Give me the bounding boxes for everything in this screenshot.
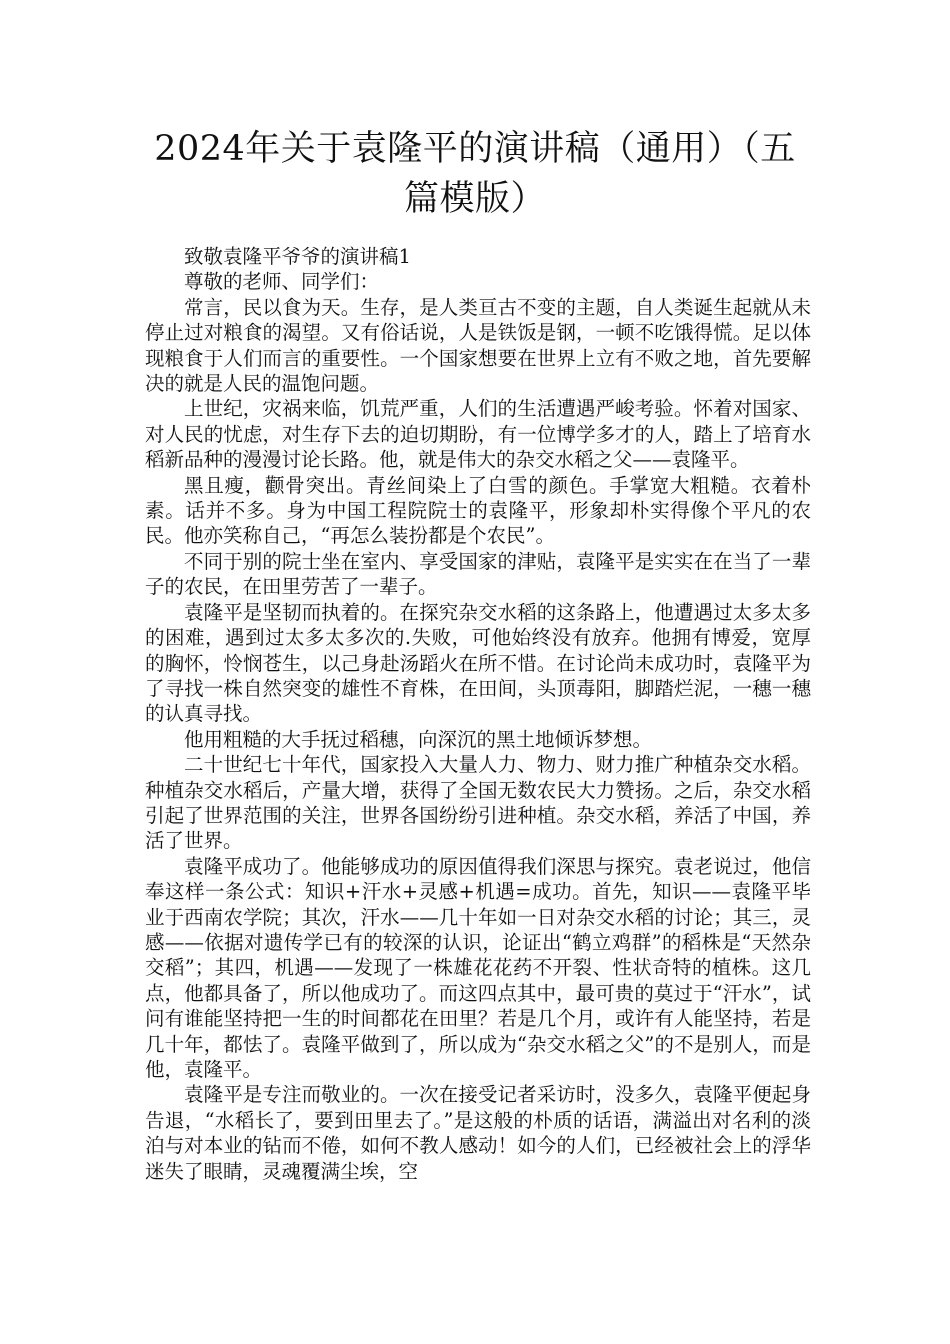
document-title: 2024年关于袁隆平的演讲稿（通用）（五篇模版）: [154, 129, 796, 219]
paragraph: 常言，民以食为天。生存，是人类亘古不变的主题，自人类诞生起就从未停止过对粮食的渴望。又有俗话说，人是铁饭是钢，一顿不吃饿得慌。足以体现粮食于人们而言的重要性。一个国家想要在世界上立有不败之地，首先要解决的就是人民的温饱问题。: [145, 295, 811, 396]
paragraph: 致敬袁隆平爷爷的演讲稿1: [184, 245, 411, 268]
paragraph: 尊敬的老师、同学们：: [184, 270, 380, 294]
paragraph: 不同于别的院士坐在室内、享受国家的津贴，袁隆平是实实在在当了一辈子的农民，在田里劳苦了一辈子。: [145, 549, 811, 599]
paragraph: 袁隆平成功了。他能够成功的原因值得我们深思与探究。袁老说过，他信奉这样一条公式：知识+汗水+灵感+机遇=成功。首先，知识——袁隆平毕业于西南农学院；其次，汗水——几十年如一日对杂交水稻的讨论；其三，灵感——依据对遗传学已有的较深的认识，论证出“鹤立鸡群”的稻株是“天然杂交稻”；其四，机遇——发现了一株雄花花药不开裂、性状奇特的植株。这几点，他都具备了，所以他成功了。而这四点其中，最可贵的莫过于“汗水”，试问有谁能坚持把一生的时间都花在田里？若是几个月，或许有人能坚持，若是几十年，都怯了。袁隆平做到了，所以成为“杂交水稻之父”的不是别人，而是他，袁隆平。: [145, 854, 811, 1081]
paragraph: 黑且瘦，颧骨突出。青丝间染上了白雪的颜色。手掌宽大粗糙。衣着朴素。话并不多。身为中国工程院院士的袁隆平，形象却朴实得像个平凡的农民。他亦笑称自己，“再怎么装扮都是个农民”。: [145, 473, 811, 548]
paragraph: 袁隆平是专注而敬业的。一次在接受记者采访时，没多久，袁隆平便起身告退，“水稻长了，要到田里去了。”是这般的朴质的话语，满溢出对名利的淡泊与对本业的钻而不倦，如何不教人感动！如今的人们，已经被社会上的浮华迷失了眼睛，灵魂覆满尘埃，空: [145, 1083, 811, 1183]
document-body: [145, 244, 811, 1184]
paragraph: 上世纪，灾祸来临，饥荒严重，人们的生活遭遇严峻考验。怀着对国家、对人民的忧虑，对生存下去的迫切期盼，有一位博学多才的人，踏上了培育水稻新品种的漫漫讨论长路。他，就是伟大的杂交水稻之父——袁隆平。: [145, 397, 811, 472]
paragraph: 袁隆平是坚韧而执着的。在探究杂交水稻的这条路上，他遭遇过太多太多的困难，遇到过太多太多次的.失败，可他始终没有放弃。他拥有博爱，宽厚的胸怀，怜悯苍生，以己身赴汤蹈火在所不惜。在讨论尚未成功时，袁隆平为了寻找一株自然突变的雄性不育株，在田间，头顶毒阳，脚踏烂泥，一穗一穗的认真寻找。: [145, 600, 811, 726]
paragraph: 二十世纪七十年代，国家投入大量人力、物力、财力推广种植杂交水稻。种植杂交水稻后，产量大增，获得了全国无数农民大力赞扬。之后，杂交水稻引起了世界范围的关注，世界各国纷纷引进种植。杂交水稻，养活了中国，养活了世界。: [145, 753, 811, 853]
paragraph: 他用粗糙的大手抚过稻穗，向深沉的黑土地倾诉梦想。: [184, 727, 653, 751]
